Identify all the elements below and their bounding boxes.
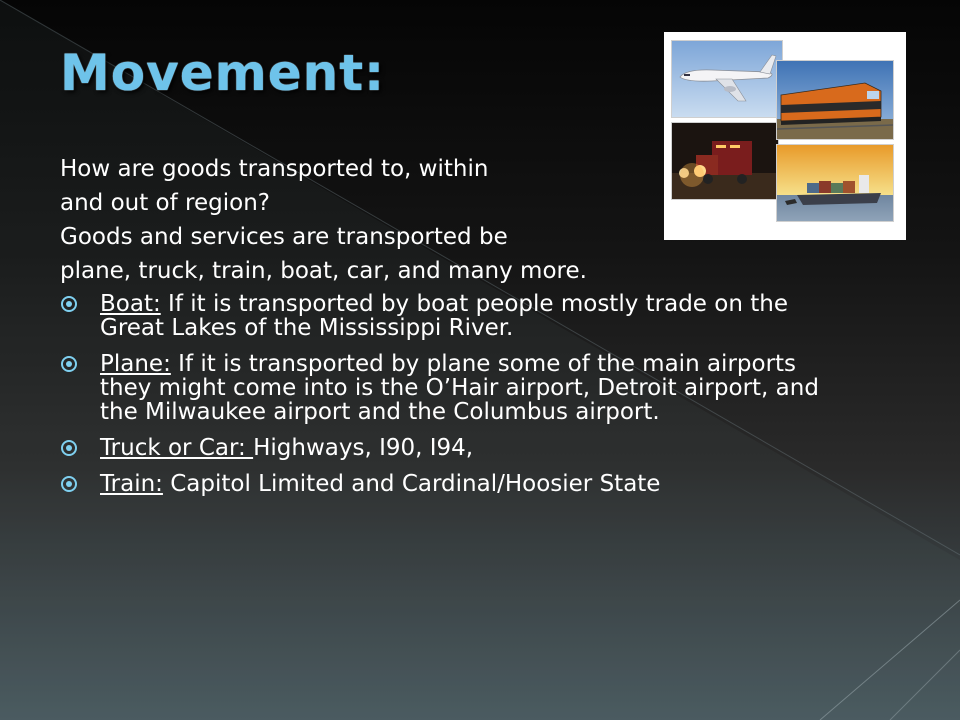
bullet-plane — [60, 352, 820, 424]
slide-title: Movement: — [60, 44, 386, 102]
slide-body — [60, 152, 820, 496]
bullet-text: If it is transported by plane some of the main airports they might come into is the O’Hair airport, Detroit airport, and the Milwaukee airport and the Columbus airport. — [100, 351, 819, 425]
bullet-text: Capitol Limited and Cardinal/Hoosier State — [162, 471, 661, 497]
bullet-label: Plane: — [100, 351, 171, 377]
bullet-text: If it is transported by boat people mostly trade on the Great Lakes of the Mississippi River. — [100, 291, 788, 341]
bullet-train — [60, 472, 820, 496]
circle-bullet-icon — [60, 295, 78, 313]
bullet-label: Boat: — [100, 291, 161, 317]
freight-train-photo — [776, 60, 894, 140]
bullet-truck-or-car — [60, 436, 820, 460]
circle-bullet-icon — [60, 355, 78, 373]
intro-line: and out of region? — [60, 190, 270, 216]
bullet-label: Truck or Car: — [100, 435, 254, 461]
circle-bullet-icon — [60, 475, 78, 493]
bullet-list — [60, 292, 820, 496]
bullet-text: Highways, I90, I94, — [253, 435, 474, 461]
bullet-boat — [60, 292, 820, 340]
bullet-label: Train: — [100, 471, 163, 497]
intro-line: plane, truck, train, boat, car, and many more. — [60, 258, 587, 284]
airplane-photo — [671, 40, 783, 118]
intro-line: Goods and services are transported be — [60, 224, 508, 250]
intro-line: How are goods transported to, within — [60, 156, 489, 182]
circle-bullet-icon — [60, 439, 78, 457]
